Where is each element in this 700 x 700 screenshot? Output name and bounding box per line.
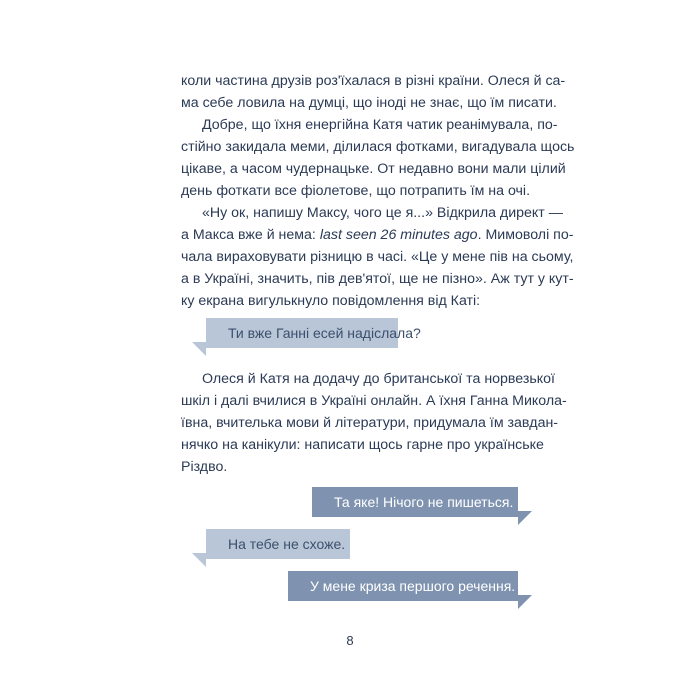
text-line <box>181 224 574 246</box>
text-line: Різдво. <box>181 459 228 475</box>
text-line: коли частина друзів роз'їхалася в різні країни. Олеся й са- <box>181 73 566 89</box>
text-line: шкіл і далі вчилися в Україні онлайн. А їхня Ганна Микола- <box>181 393 567 409</box>
text-line: нячко на канікули: написати щось гарне про українське <box>181 437 544 453</box>
text-line: «Ну ок, напишу Максу, чого це я...» Відкрила директ — <box>202 205 563 221</box>
text-span: а Макса вже й нема: <box>181 227 320 243</box>
text-line: ма себе ловила на думці, що іноді не знає, що їм писати. <box>181 95 557 111</box>
text-line: Добре, що їхня енергійна Катя чатик реанімувала, по- <box>202 117 558 133</box>
page-number: 8 <box>346 633 354 648</box>
paragraph-2 <box>181 114 575 202</box>
message-bubble-incoming: На тебе не схоже. <box>206 529 350 559</box>
message-bubble-outgoing: Та яке! Нічого не пишеться. <box>312 487 518 517</box>
text-line: ку екрана вигулькнуло повідомлення від Каті: <box>181 293 481 309</box>
text-line: день фоткати все фіолетове, що потрапить їм на очі. <box>181 183 531 199</box>
paragraph-1 <box>181 70 566 114</box>
paragraph-3 <box>181 202 574 312</box>
text-span: . Мимоволі по- <box>477 227 574 243</box>
message-bubble-incoming: Ти вже Ганні есей надіслала? <box>206 318 398 348</box>
text-line: ївна, вчителька мови й літератури, придумала їм завдан- <box>181 415 559 431</box>
text-line: стійно закидала меми, ділилася фотками, вигадувала щось <box>181 139 575 155</box>
text-line: Олеся й Катя на додачу до британської та норвезької <box>202 371 555 387</box>
text-line: чала вираховувати різницю в часі. «Це у мене пів на сьому, <box>181 249 574 265</box>
paragraph-4 <box>181 368 567 478</box>
last-seen-italic: last seen 26 minutes ago <box>319 227 478 243</box>
message-bubble-outgoing: У мене криза першого речення. <box>288 571 518 601</box>
text-line: цікаве, а часом чудернацьке. От недавно вони мали цілий <box>181 161 566 177</box>
text-line: а в Україні, значить, пів дев'ятої, ще не пізно». Аж тут у кут- <box>181 271 574 287</box>
